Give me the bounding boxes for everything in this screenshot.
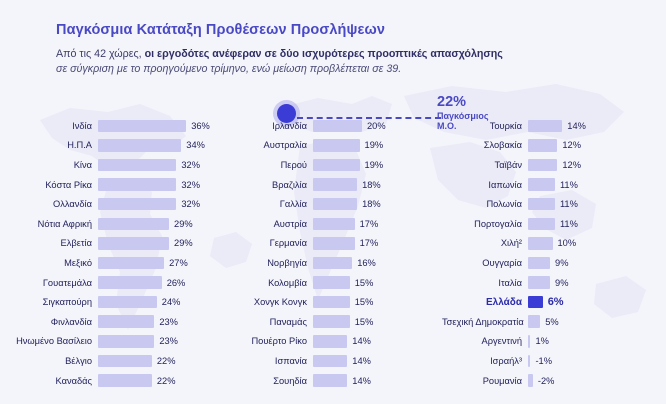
value-label: 19% [364, 159, 384, 170]
value-bar [528, 315, 540, 328]
value-label: 32% [181, 159, 200, 170]
chart-row [227, 253, 439, 273]
value-label: -1% [535, 355, 552, 366]
value-bar [313, 276, 350, 289]
country-label: Χιλή² [500, 238, 522, 249]
country-label: Καναδάς [55, 375, 92, 386]
value-bar [313, 120, 362, 133]
chart-row [12, 116, 224, 136]
value-label: 34% [186, 140, 205, 151]
value-label: 36% [191, 120, 210, 131]
bar-area [528, 256, 654, 269]
value-bar [98, 198, 176, 211]
value-label: 26% [166, 277, 186, 288]
country-label: Ιαπωνία [488, 179, 522, 190]
value-label: 29% [174, 238, 193, 249]
value-bar [313, 355, 347, 368]
country-label: Νότια Αφρική [37, 218, 92, 229]
value-label: 17% [359, 218, 379, 229]
bar-area [98, 335, 224, 348]
bar-area [98, 158, 224, 171]
country-label: Κίνα [73, 159, 92, 170]
value-label: 15% [354, 316, 374, 327]
value-bar [528, 355, 530, 368]
value-bar [98, 139, 181, 152]
value-bar [528, 374, 533, 387]
chart-row [12, 136, 224, 156]
chart-row [12, 292, 224, 312]
bar-area [313, 354, 439, 367]
value-bar [313, 335, 347, 348]
value-bar [98, 218, 169, 231]
country-label: Ελβετία [60, 238, 92, 249]
bar-area [313, 256, 439, 269]
country-label: Γαλλία [279, 199, 307, 210]
chart-row [227, 136, 439, 156]
value-label: 14% [352, 355, 371, 366]
value-label: 18% [362, 179, 381, 190]
value-label: 14% [567, 120, 586, 131]
value-bar [313, 315, 350, 328]
value-bar [98, 120, 186, 133]
chart-row [12, 175, 224, 195]
value-label: 14% [352, 336, 371, 347]
value-label: 20% [367, 120, 386, 131]
chart-row [12, 234, 224, 254]
page-title: Παγκόσμια Κατάταξη Προθέσεων Προσλήψεων [56, 22, 386, 38]
bar-area [98, 198, 224, 211]
chart-row [227, 273, 439, 293]
bar-area [528, 119, 654, 132]
country-label: Ισπανία [274, 355, 307, 366]
country-label: Ολλανδία [52, 199, 92, 210]
value-bar [313, 257, 352, 270]
bar-area [313, 335, 439, 348]
bar-area [313, 237, 439, 250]
country-label: Αυστραλία [263, 140, 307, 151]
value-bar [313, 159, 360, 172]
country-label: Ρουμανία [482, 375, 522, 386]
country-label: Σλοβακία [483, 140, 522, 151]
bar-area [98, 354, 224, 367]
value-bar [528, 335, 530, 348]
value-label: 32% [181, 199, 200, 210]
bar-area [98, 119, 224, 132]
chart-row [12, 253, 224, 273]
average-value: 22% [437, 94, 467, 110]
country-label: Παναμάς [269, 316, 307, 327]
chart-row [442, 194, 654, 214]
value-bar [313, 198, 357, 211]
bar-area [98, 315, 224, 328]
bar-area [313, 139, 439, 152]
value-bar [528, 237, 553, 250]
bar-area [528, 335, 654, 348]
chart-row [442, 155, 654, 175]
value-label: 16% [357, 257, 376, 268]
value-label: 11% [559, 218, 578, 229]
value-label: 15% [354, 277, 374, 288]
value-label: 11% [559, 179, 578, 190]
value-label: 12% [562, 140, 581, 151]
value-label: 27% [169, 257, 188, 268]
chart-row [442, 214, 654, 234]
bar-area [313, 276, 439, 289]
bar-area [528, 354, 654, 367]
chart-row [442, 312, 654, 332]
value-label: 23% [159, 336, 178, 347]
country-label: Πολωνία [486, 199, 522, 210]
value-bar [528, 139, 557, 152]
country-label: Ταϊβάν [494, 159, 522, 170]
country-label: Ιρλανδία [272, 120, 307, 131]
value-label: 24% [161, 297, 181, 308]
bar-area [528, 315, 654, 328]
country-label: Φινλανδία [50, 316, 92, 327]
country-label: Τσεχική Δημοκρατία [442, 316, 524, 327]
value-bar [313, 178, 357, 191]
country-label: Ιταλία [498, 277, 522, 288]
value-label: 9% [555, 277, 569, 288]
country-label: Αργεντινή [481, 336, 522, 347]
value-bar [98, 374, 152, 387]
chart-row [227, 116, 439, 136]
chart-row [12, 273, 224, 293]
value-bar [313, 237, 355, 250]
value-bar [98, 276, 162, 289]
chart-row [12, 332, 224, 352]
value-label: 1% [535, 336, 549, 347]
value-bar [98, 257, 164, 270]
value-bar [313, 296, 350, 309]
ranking-column-2 [227, 116, 439, 390]
value-bar [528, 276, 550, 289]
chart-row [227, 214, 439, 234]
value-label: 22% [156, 375, 176, 386]
country-label: Γερμανία [269, 238, 307, 249]
country-label: Ινδία [72, 120, 92, 131]
chart-row [227, 371, 439, 391]
value-label: 32% [181, 179, 200, 190]
chart-row [227, 351, 439, 371]
value-label: 9% [555, 257, 569, 268]
bar-area [528, 178, 654, 191]
bar-area [528, 217, 654, 230]
bar-area [528, 139, 654, 152]
bar-area [98, 374, 224, 387]
chart-row [442, 136, 654, 156]
subtitle [56, 47, 656, 77]
chart-row [12, 155, 224, 175]
bar-area [98, 217, 224, 230]
value-bar [98, 296, 157, 309]
country-label: Μεξικό [64, 257, 92, 268]
bar-area [313, 217, 439, 230]
value-bar [98, 355, 152, 368]
chart-row [442, 175, 654, 195]
chart-row [12, 371, 224, 391]
chart-row [442, 253, 654, 273]
country-label: Βραζιλία [272, 179, 307, 190]
bar-area [313, 119, 439, 132]
chart-row [442, 116, 654, 136]
chart-row [227, 175, 439, 195]
bar-area [313, 374, 439, 387]
bar-area [98, 237, 224, 250]
value-bar [313, 218, 355, 231]
chart-row [227, 155, 439, 175]
country-label: Σιγκαπούρη [42, 297, 92, 308]
value-bar [528, 120, 562, 133]
country-label: Βέλγιο [65, 355, 92, 366]
chart-row [227, 312, 439, 332]
country-label: Κόστα Ρίκα [45, 179, 92, 190]
value-bar [528, 159, 557, 172]
value-label: 11% [559, 199, 578, 210]
chart-row [12, 214, 224, 234]
bar-area [313, 178, 439, 191]
bar-area [98, 178, 224, 191]
chart-row [12, 194, 224, 214]
chart-row [442, 273, 654, 293]
bar-area [528, 276, 654, 289]
bar-area [528, 237, 654, 250]
value-bar [98, 237, 169, 250]
average-label-line1: Παγκόσμιος [437, 111, 489, 121]
subtitle-line2: σε σύγκριση με το προηγούμενο τρίμηνο, ενώ μείωση προβλέπεται σε 39. [56, 63, 402, 75]
value-label: 5% [545, 316, 559, 327]
bar-area [98, 139, 224, 152]
value-label: 22% [156, 355, 176, 366]
value-bar [528, 218, 555, 231]
country-label: Γουατεμάλα [42, 277, 92, 288]
value-label: 15% [354, 297, 374, 308]
value-bar [98, 178, 176, 191]
bar-area [313, 296, 439, 309]
value-label: 14% [352, 375, 371, 386]
ranking-column-3 [442, 116, 654, 390]
average-label-line2: Μ.Ο. [437, 121, 457, 131]
value-bar [528, 198, 555, 211]
country-label: Σουηδία [273, 375, 307, 386]
value-label: 10% [557, 238, 577, 249]
bar-area [528, 158, 654, 171]
bar-area [98, 276, 224, 289]
bar-area [528, 296, 654, 309]
country-label: Χονγκ Κονγκ [253, 297, 307, 308]
value-bar [528, 178, 555, 191]
chart-row [12, 312, 224, 332]
chart-row [442, 371, 654, 391]
subtitle-line1-bold: οι εργοδότες ανέφεραν σε δύο ισχυρότερες προοπτικές απασχόλησης [144, 48, 503, 60]
country-label: Η.Π.Α [67, 140, 92, 151]
country-label: Πουέρτο Ρίκο [251, 336, 307, 347]
country-label: Νορβηγία [267, 257, 307, 268]
bar-area [313, 198, 439, 211]
country-label: Αυστρία [273, 218, 307, 229]
chart-row [227, 292, 439, 312]
value-bar [313, 374, 347, 387]
bar-area [98, 296, 224, 309]
country-label: Ηνωμένο Βασίλειο [16, 336, 92, 347]
bar-area [528, 198, 654, 211]
ranking-columns [0, 116, 666, 390]
chart-row [442, 332, 654, 352]
value-label: 29% [174, 218, 193, 229]
chart-row [442, 292, 654, 312]
chart-row [227, 194, 439, 214]
value-label: -2% [537, 375, 555, 386]
value-label: 17% [359, 238, 379, 249]
ranking-column-1 [12, 116, 224, 390]
value-bar [98, 315, 154, 328]
value-label: 23% [159, 316, 178, 327]
country-label: Ελλάδα [485, 296, 522, 308]
country-label: Ισραήλ³ [490, 355, 522, 366]
chart-row [442, 351, 654, 371]
value-label: 18% [362, 199, 381, 210]
country-label: Ουγγαρία [482, 257, 522, 268]
value-bar [313, 139, 360, 152]
bar-area [528, 374, 654, 387]
value-label: 6% [547, 296, 564, 309]
value-bar [98, 335, 154, 348]
chart-row [227, 332, 439, 352]
value-label: 12% [562, 159, 581, 170]
bar-area [313, 315, 439, 328]
country-label: Περού [280, 159, 307, 170]
value-bar [528, 257, 550, 270]
bar-area [313, 158, 439, 171]
country-label: Τουρκία [489, 120, 522, 131]
chart-row [442, 234, 654, 254]
value-label: 19% [364, 140, 384, 151]
country-label: Πορτογαλία [474, 218, 522, 229]
subtitle-line1-plain: Από τις 42 χώρες, [56, 48, 145, 60]
value-bar [98, 159, 176, 172]
chart-row [227, 234, 439, 254]
country-label: Κολομβία [268, 277, 307, 288]
value-bar [528, 296, 543, 309]
bar-area [98, 256, 224, 269]
chart-row [12, 351, 224, 371]
